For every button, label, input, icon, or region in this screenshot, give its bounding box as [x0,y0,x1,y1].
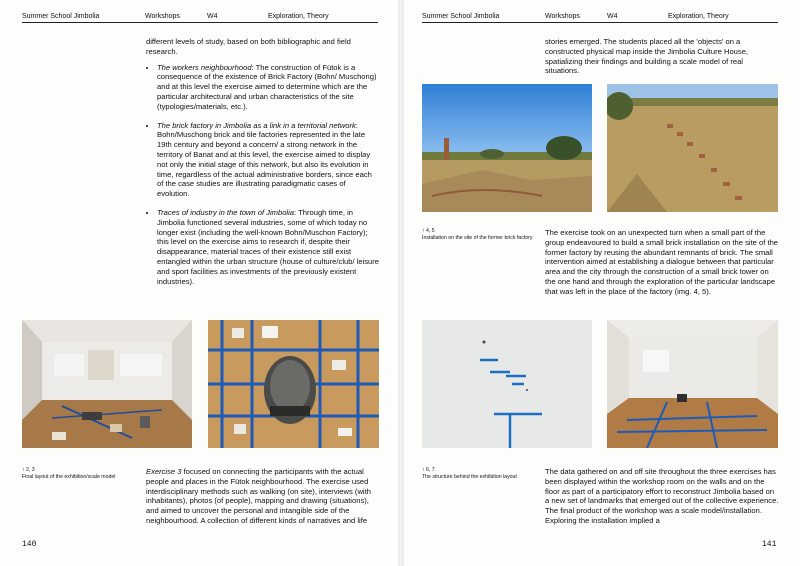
photo-exhibition-room [22,320,192,448]
exercise-label: Exercise 3 [146,467,182,476]
body-paragraph: The data gathered on and off site throughout the three exercises has been displayed within the workshop room on the walls and on the floor as part of a participatory effort to reconstruct Jimbolia based on a new set of landmarks that emerged out of the collective experience. The final product of the workshop was a scale model/installation. Exploring the installation implied a [545,467,779,525]
right-photo-caption-2 [422,467,537,481]
right-photo-caption-1 [422,228,537,242]
exercise-3-paragraph [146,467,380,532]
left-photo-caption [22,467,142,481]
book-gutter [398,0,404,566]
left-running-header [22,10,378,23]
header-section: Workshops [545,13,580,20]
list-item [157,121,380,199]
study-levels-list [146,63,380,287]
left-body-text [146,37,380,295]
caption-text: The structure behind the exhibition layout [422,474,517,480]
caption-number: ↑ 2, 3 [22,467,35,473]
bullet-text: : Bohn/Muschong brick and tile factories represented in the late 19th century and beyond a concern/ a strong network in the territory of Banat and at this level, the exercise aimed to display not only the initial stage of this network, but also its evolution in time, regardless of the actual administrative borders, since each of the case studies are illustrating paradigmatic cases of evolution. [157,120,372,199]
data-display-paragraph [545,467,779,532]
caption-text: Final layout of the exhibition/scale model [22,474,116,480]
header-code: W4 [607,13,618,20]
header-title: Summer School Jimbolia [22,13,100,20]
intro-paragraph: different levels of study, based on both bibliographic and field research. [146,37,351,56]
intro-paragraph: stories emerged. The students placed all the 'objects' on a constructed physical map inside the Jimbolia Culture House, spatializing their findings and building a scale model of real situations. [545,37,749,76]
photo-brick-tower-field [422,84,592,212]
header-topic: Exploration, Theory [668,13,729,20]
photo-room-floor-tape [607,320,778,448]
page-number-right: 141 [762,540,777,549]
bullet-term: The workers neighbourhood [157,62,252,72]
bullet-term: Traces of industry in the town of Jimbolia [157,207,295,217]
list-item [157,208,380,286]
exercise-text: focused on connecting the participants with the actual people and places in the Fütok neighbourhood. The exercise used interdisciplinary methods such as walking (on site), interviews (with inhabitants), photos (of people), mapping and drawing (situations), and aimed to uncover the personal and intangible side of the neighbourhood. A collection of different kinds of narratives and life [146,467,371,525]
caption-text: Installation on the site of the former brick factory [422,235,533,241]
right-running-header [422,10,778,23]
right-intro-text [545,37,779,82]
page-number-left: 140 [22,540,37,549]
body-paragraph: The exercise took on an unexpected turn when a small part of the group endeavoured to build a small brick installation on the site of the former factory by reusing the abundant remnants of brick. The small intervention aimed at establishing a dialogue between that particular area and the city through the construction of a small brick tower on the one hand and through the exploration of the particular landscape that was left in the place of the factory (img. 4, 5). [545,228,779,296]
caption-number: ↑ 4, 5 [422,228,435,234]
caption-number: ↑ 6, 7 [422,467,435,473]
header-title: Summer School Jimbolia [422,13,500,20]
list-item [157,63,380,112]
header-code: W4 [207,13,218,20]
bullet-term: The brick factory in Jimbolia as a link in a territorial network [157,120,356,130]
bullet-text: : The construction of Fütok is a consequence of the existence of Brick Factory (Bohn/ Muschong) and at this level the exercise aimed to determine which are the particular architectural and urban characteristics of the site (typologies/materials, etc.). [157,62,377,111]
header-section: Workshops [145,13,180,20]
photo-floor-map-overhead [208,320,379,448]
bullet-text: : Through time, in Jimbolia functioned several industries, some of which today no longer exist (including the well-known Bohn/Muschon Factory); this level on the exercise aims to research if, despite their disappearance, material traces of their existence still exist entangled within the urban structure (house of culture/club/ leisure and sport facilities as investments of the previously existent industries). [157,207,380,286]
photo-wall-tape-structure [422,320,592,448]
brick-installation-paragraph [545,228,779,303]
header-topic: Exploration, Theory [268,13,329,20]
photo-brick-trail-grass [607,84,778,212]
